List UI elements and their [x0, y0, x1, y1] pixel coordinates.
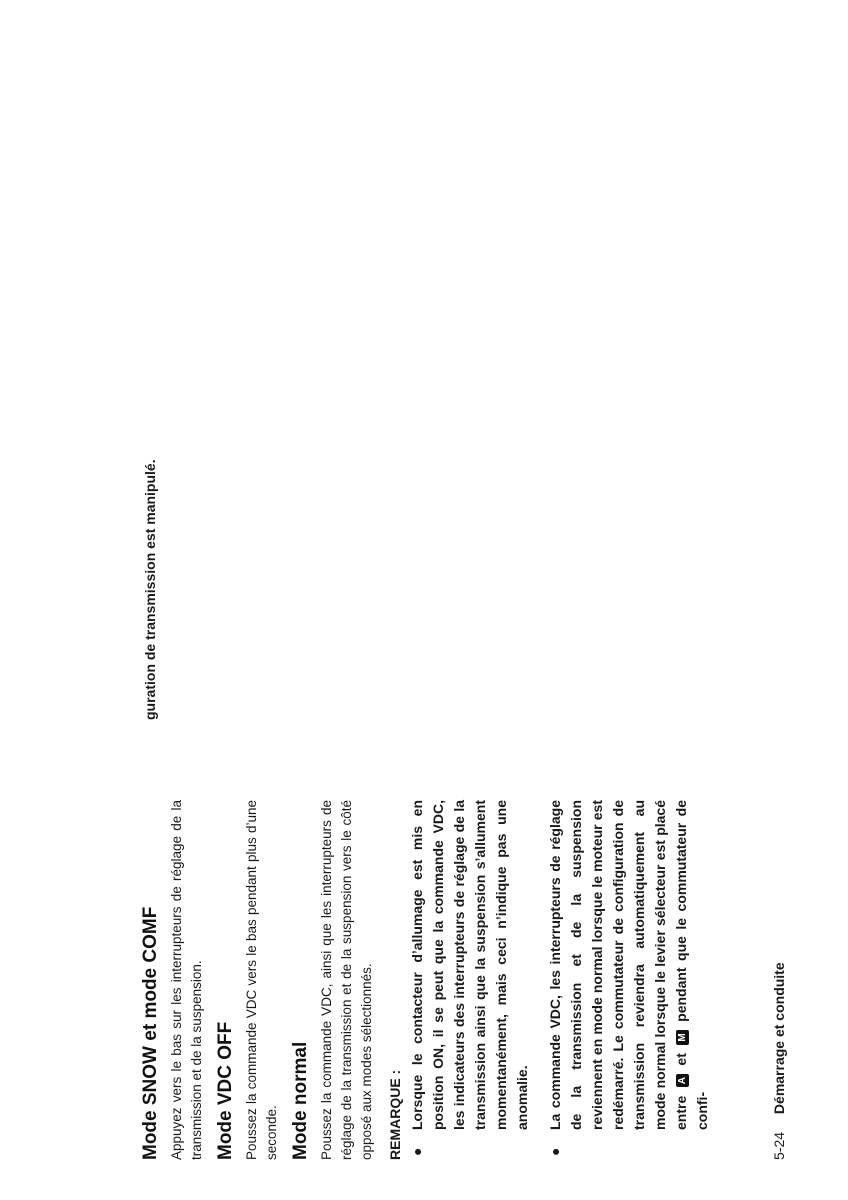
heading-vdc-off: Mode VDC OFF — [215, 1021, 236, 1160]
paragraph-snow-comf: Appuyez vers le bas sur les interrupteurs de réglage de la transmission et de la suspension. — [169, 800, 204, 1160]
paragraph-vdc-off: Poussez la commande VDC vers le bas pendant plus d’une seconde. — [244, 800, 279, 1160]
note-list — [407, 800, 713, 1160]
continuation-text: guration de transmission est manipulé. — [142, 459, 158, 720]
key-a-icon: A — [676, 1074, 689, 1087]
page-footer — [770, 962, 788, 1160]
bullet-icon: ● — [547, 1147, 563, 1156]
heading-snow-comf: Mode SNOW et mode COMF — [140, 906, 161, 1160]
note-item-text: Lorsque le contacteur d’allumage est mis en position ON, il se peut que la commande VDC, les indicateurs des interrupteurs de réglage de la transmission ainsi que la suspension s’allument momentanément, mais ceci n’indique pas une anomalie. — [409, 800, 530, 1130]
note-item-text: La commande VDC, les interrupteurs de réglage de la transmission et de la suspension reviennent en mode normal lorsque le moteur est redémarré. Le commutateur de configuration de transmission reviendra automatiquement au mode normal lorsque le levier sélecteur est placé entre — [547, 800, 689, 1130]
left-column — [140, 800, 725, 1160]
page-number: 5-24 — [771, 1131, 787, 1160]
key-m-icon: M — [676, 1030, 689, 1044]
note-item — [407, 800, 533, 1160]
note-title: REMARQUE : — [387, 1069, 403, 1160]
paragraph-normal-mode: Poussez la commande VDC, ainsi que les interrupteurs de réglage de la transmission et de la suspension vers le côté opposé aux modes sélectionnés. — [319, 800, 374, 1160]
right-column — [140, 360, 161, 720]
footer-section-title: Démarrage et conduite — [771, 962, 787, 1115]
bullet-icon: ● — [409, 1147, 425, 1156]
note-item — [545, 800, 713, 1160]
heading-normal-mode: Mode normal — [290, 1041, 311, 1160]
note-item-connector: et — [673, 1053, 689, 1066]
note-item-text-end: pendant que le commutateur de confi- — [673, 799, 710, 1130]
